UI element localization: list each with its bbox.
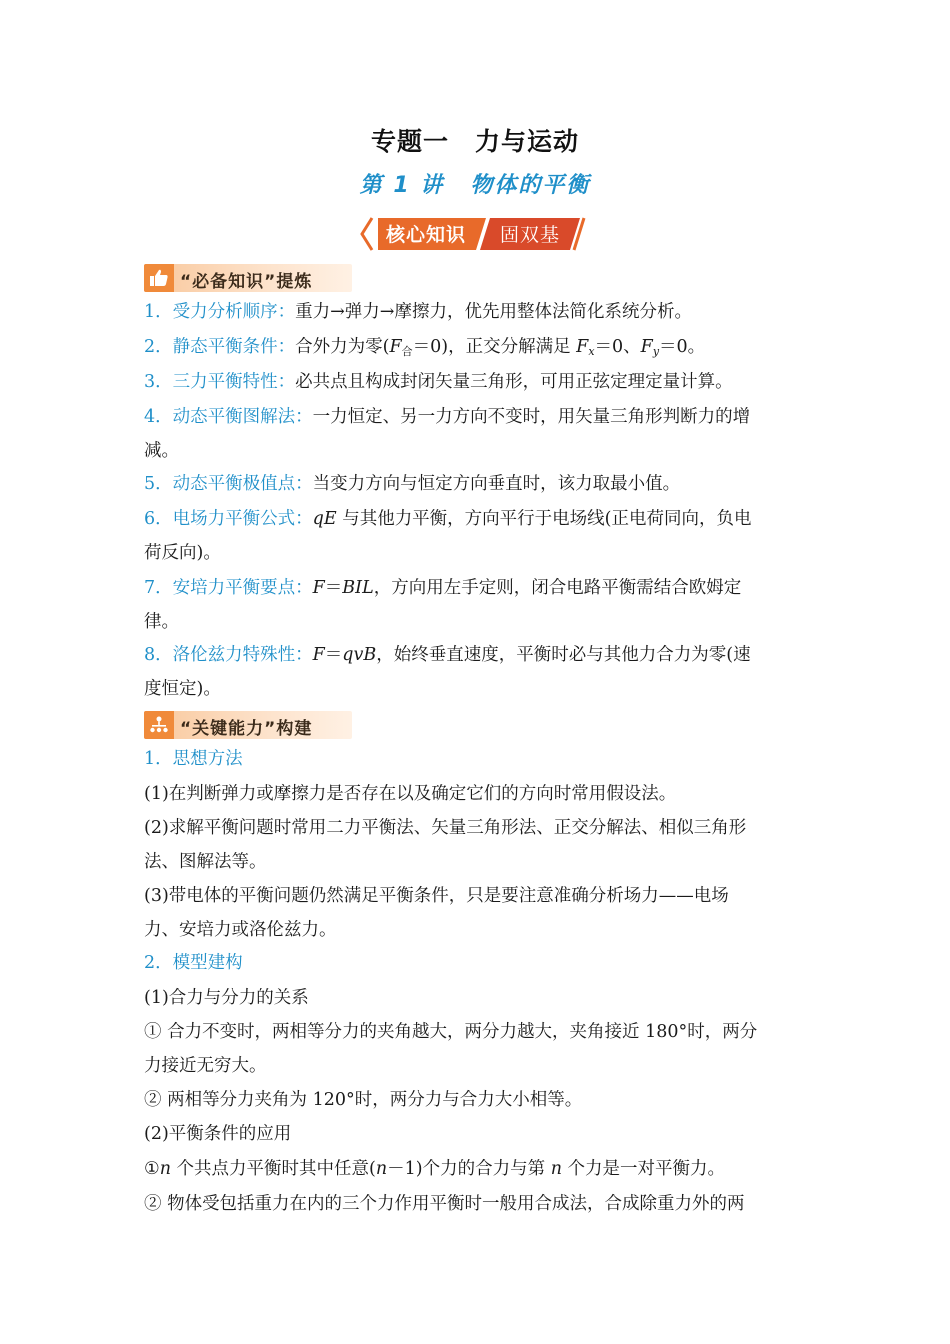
list-item-continuation: 减。 xyxy=(144,441,179,461)
paragraph: (2)求解平衡问题时常用二力平衡法、矢量三角形法、正交分解法、相似三角形 xyxy=(144,818,747,838)
paragraph: ① 合力不变时，两相等分力的夹角越大，两分力越大，夹角接近 180°时，两分 xyxy=(144,1022,758,1042)
paragraph: (1)合力与分力的关系 xyxy=(144,988,309,1008)
lecture-topic: 物体的平衡 xyxy=(470,173,591,198)
list-item: 5．动态平衡极值点：当变力方向与恒定方向垂直时，该力取最小值。 xyxy=(144,474,681,494)
title-subject: 力与运动 xyxy=(475,127,580,156)
list-item: 3．三力平衡特性：必共点且构成封闭矢量三角形，可用正弦定理定量计算。 xyxy=(144,372,733,392)
list-item-continuation: 度恒定)。 xyxy=(144,679,221,699)
subsection-heading: 2．模型建构 xyxy=(144,953,243,973)
section-tag-key-abilities xyxy=(144,711,352,739)
section-tag-label: “关键能力”构建 xyxy=(180,719,313,739)
section-tag-label: “必备知识”提炼 xyxy=(180,272,313,292)
list-item: 7．安培力平衡要点：F＝BIL，方向用左手定则，闭合电路平衡需结合欧姆定 xyxy=(144,578,742,598)
paragraph: ①n 个共点力平衡时其中任意(n－1)个力的合力与第 n 个力是一对平衡力。 xyxy=(144,1159,726,1179)
paragraph-continuation: 力、安培力或洛伦兹力。 xyxy=(144,920,337,940)
list-item: 1．受力分析顺序：重力→弹力→摩擦力，优先用整体法简化系统分析。 xyxy=(144,302,692,322)
section-tag-essential-knowledge xyxy=(144,264,352,292)
banner-label-right: 固双基 xyxy=(500,224,561,246)
list-item: 8．洛伦兹力特殊性：F＝qvB，始终垂直速度，平衡时必与其他力合力为零(速 xyxy=(144,645,751,665)
list-item-continuation: 律。 xyxy=(144,612,179,632)
core-knowledge-banner xyxy=(358,214,594,254)
paragraph: (3)带电体的平衡问题仍然满足平衡条件，只是要注意准确分析场力——电场 xyxy=(144,886,729,906)
paragraph: ② 两相等分力夹角为 120°时，两分力与合力大小相等。 xyxy=(144,1090,583,1110)
list-item: 6．电场力平衡公式：qE 与其他力平衡，方向平行于电场线(正电荷同向，负电 xyxy=(144,509,752,529)
paragraph: (2)平衡条件的应用 xyxy=(144,1124,292,1144)
paragraph-continuation: 法、图解法等。 xyxy=(144,852,267,872)
subsection-heading: 1．思想方法 xyxy=(144,749,243,769)
title-topic: 专题一 xyxy=(370,127,449,156)
paragraph: (1)在判断弹力或摩擦力是否存在以及确定它们的方向时常用假设法。 xyxy=(144,784,677,804)
list-item: 2．静态平衡条件：合外力为零$(F_合=0)$，正交分解满足 $F_x=0$、$F_y=0$。 xyxy=(144,337,706,358)
paragraph-continuation: 力接近无穷大。 xyxy=(144,1056,267,1076)
list-item: 4．动态平衡图解法：一力恒定、另一力方向不变时，用矢量三角形判断力的增 xyxy=(144,407,751,427)
page-title xyxy=(0,122,950,158)
banner-label-left: 核心知识 xyxy=(386,224,467,246)
thumbs-up-icon xyxy=(144,264,174,292)
lecture-number: 第 1 讲 xyxy=(359,173,445,198)
lecture-subtitle xyxy=(0,168,950,199)
hierarchy-icon xyxy=(144,711,174,739)
paragraph: ② 物体受包括重力在内的三个力作用平衡时一般用合成法，合成除重力外的两 xyxy=(144,1194,745,1214)
list-item-continuation: 荷反向)。 xyxy=(144,543,221,563)
